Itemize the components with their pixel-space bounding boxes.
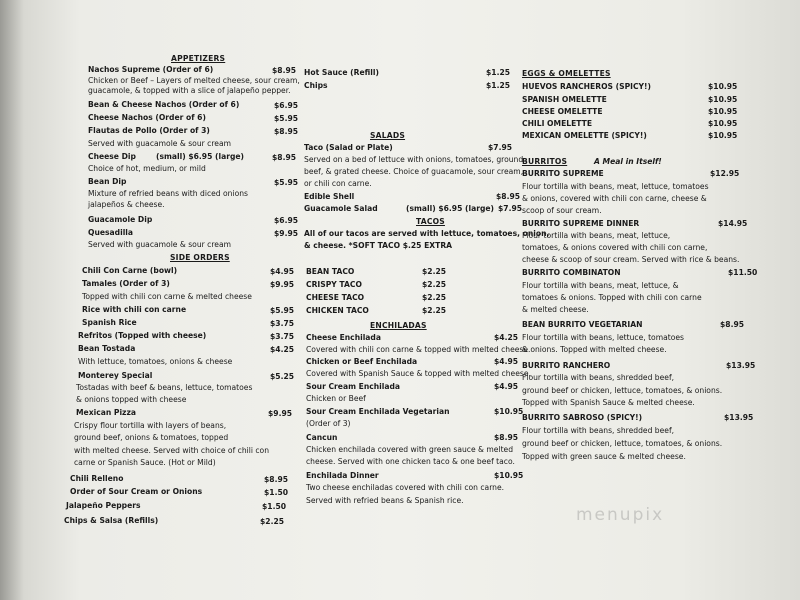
egg-name: CHEESE OMELETTE xyxy=(522,107,603,116)
tacos-heading: TACOS xyxy=(416,217,445,226)
item-price: $9.95 xyxy=(274,229,299,238)
item-desc: Covered with Spanish Sauce & topped with melted cheese. xyxy=(306,369,531,378)
item-price: $8.95 xyxy=(720,320,745,329)
item-name: Sour Cream Enchilada Vegetarian xyxy=(306,407,450,416)
item-name: BEAN BURRITO VEGETARIAN xyxy=(522,320,643,329)
item-desc: Two cheese enchiladas covered with chili con carne. xyxy=(306,483,505,492)
item-desc: (Order of 3) xyxy=(306,419,351,428)
item-desc: ground beef or chicken, lettuce, tomatoes, & onions. xyxy=(522,439,723,448)
eggs-heading: EGGS & OMELETTES xyxy=(522,69,611,78)
side-orders-heading: SIDE ORDERS xyxy=(170,253,230,262)
egg-name: HUEVOS RANCHEROS (SPICY!) xyxy=(522,82,651,91)
item-price: $8.95 xyxy=(496,192,521,201)
item-name: Order of Sour Cream or Onions xyxy=(70,487,203,496)
item-name: Mexican Pizza xyxy=(76,408,137,417)
item-desc: Topped with chili con carne & melted cheese xyxy=(82,292,252,301)
item-name: Monterey Special xyxy=(78,371,153,380)
egg-price: $10.95 xyxy=(708,95,738,104)
item-name: Sour Cream Enchilada xyxy=(306,382,401,391)
item-desc: & onions, covered with chili con carne, cheese & xyxy=(522,194,707,203)
item-price: $5.25 xyxy=(270,372,295,381)
taco-name: CRISPY TACO xyxy=(306,280,362,289)
item-desc: Flour tortilla with beans, shredded beef, xyxy=(522,426,675,435)
item-price: $9.95 xyxy=(268,409,293,418)
item-name: Cheese Nachos (Order of 6) xyxy=(88,113,206,122)
item-desc: ground beef, onions & tomatoes, topped xyxy=(74,433,229,442)
item-name: Bean Dip xyxy=(88,177,127,186)
item-desc: Mixture of refried beans with diced onions xyxy=(88,189,249,198)
item-name: Enchilada Dinner xyxy=(306,471,379,480)
item-desc: & onions. Topped with melted cheese. xyxy=(522,345,667,354)
item-name: BURRITO COMBINATON xyxy=(522,268,621,277)
item-desc: cheese. Served with one chicken taco & one beef taco. xyxy=(306,457,515,466)
item-name: Cheese Dip xyxy=(88,152,136,161)
item-desc: Flour tortilla with beans, meat, lettuce, & xyxy=(522,281,679,290)
item-desc: or chili con carne. xyxy=(304,179,372,188)
item-desc: With lettuce, tomatoes, onions & cheese xyxy=(78,357,233,366)
item-name: BURRITO SUPREME DINNER xyxy=(522,219,640,228)
item-desc: & melted cheese. xyxy=(522,305,589,314)
enchiladas-heading: ENCHILADAS xyxy=(370,321,427,330)
item-desc: Chicken or Beef – Layers of melted cheese, sour cream, xyxy=(88,76,300,85)
item-price: $10.95 xyxy=(494,471,524,480)
egg-price: $10.95 xyxy=(708,131,738,140)
item-desc: Flour tortilla with beans, meat, lettuce, tomatoes xyxy=(522,182,709,191)
item-desc: Tostadas with beef & beans, lettuce, tomatoes xyxy=(76,383,253,392)
item-price: $4.25 xyxy=(494,333,519,342)
item-price: $8.95 xyxy=(274,127,299,136)
item-desc: cheese & scoop of sour cream. Served with rice & beans. xyxy=(522,255,740,264)
tacos-note: All of our tacos are served with lettuce, tomatoes, onion, xyxy=(304,229,550,238)
item-name: BURRITO SUPREME xyxy=(522,169,604,178)
item-price: $4.95 xyxy=(270,267,295,276)
item-size-price: (small) $6.95 (large) xyxy=(406,204,495,213)
item-name: Quesadilla xyxy=(88,228,134,237)
item-desc: Served with refried beans & Spanish rice. xyxy=(306,496,464,505)
item-price: $9.95 xyxy=(270,280,295,289)
item-name: Chili Relleno xyxy=(70,474,124,483)
item-price: $8.95 xyxy=(272,66,297,75)
item-desc: Topped with Spanish Sauce & melted cheese. xyxy=(522,398,695,407)
item-name: Bean Tostada xyxy=(78,344,136,353)
taco-name: BEAN TACO xyxy=(306,267,355,276)
item-price: $8.95 xyxy=(272,153,297,162)
item-desc: with melted cheese. Served with choice of chili con xyxy=(74,446,270,455)
egg-price: $10.95 xyxy=(708,107,738,116)
item-desc: beef, & grated cheese. Choice of guacamole, sour cream, xyxy=(304,167,524,176)
item-name: Chips & Salsa (Refills) xyxy=(64,516,159,525)
item-desc: ground beef or chicken, lettuce, tomatoes, & onions. xyxy=(522,386,723,395)
item-name: Chicken or Beef Enchilada xyxy=(306,357,418,366)
item-name: Bean & Cheese Nachos (Order of 6) xyxy=(88,100,240,109)
item-name: Cheese Enchilada xyxy=(306,333,381,342)
item-price: $2.25 xyxy=(260,517,285,526)
item-name: Taco (Salad or Plate) xyxy=(304,143,393,152)
item-price: $6.95 xyxy=(274,216,299,225)
item-price: $12.95 xyxy=(710,169,740,178)
taco-price: $2.25 xyxy=(422,306,447,315)
item-price: $4.95 xyxy=(494,382,519,391)
item-desc: Served with guacamole & sour cream xyxy=(88,240,232,249)
item-size-price: (small) $6.95 (large) xyxy=(156,152,245,161)
item-desc: Flour tortilla with beans, lettuce, tomatoes xyxy=(522,333,685,342)
appetizers-heading: APPETIZERS xyxy=(171,54,226,63)
item-price: $7.95 xyxy=(498,204,523,213)
item-name: Chips xyxy=(304,81,328,90)
item-desc: Flour tortilla with beans, shredded beef, xyxy=(522,373,675,382)
menu-page xyxy=(8,0,800,600)
item-desc: tomatoes, & onions covered with chili con carne, xyxy=(522,243,708,252)
egg-price: $10.95 xyxy=(708,119,738,128)
item-price: $4.25 xyxy=(270,345,295,354)
item-name: Nachos Supreme (Order of 6) xyxy=(88,65,214,74)
item-desc: Served with guacamole & sour cream xyxy=(88,139,232,148)
item-desc: guacamole, & topped with a slice of jalapeño pepper. xyxy=(88,86,291,95)
item-name: Chili Con Carne (bowl) xyxy=(82,266,178,275)
egg-name: MEXICAN OMELETTE (SPICY!) xyxy=(522,131,647,140)
item-desc: Chicken or Beef xyxy=(306,394,366,403)
item-name: BURRITO SABROSO (SPICY!) xyxy=(522,413,643,422)
egg-name: CHILI OMELETTE xyxy=(522,119,593,128)
item-name: Cancun xyxy=(306,433,338,442)
item-price: $1.25 xyxy=(486,68,511,77)
item-price: $13.95 xyxy=(724,413,754,422)
item-price: $5.95 xyxy=(274,114,299,123)
item-name: Hot Sauce (Refill) xyxy=(304,68,379,77)
item-price: $5.95 xyxy=(270,306,295,315)
item-desc: carne or Spanish Sauce. (Hot or Mild) xyxy=(74,458,216,467)
item-price: $10.95 xyxy=(494,407,524,416)
item-name: Rice with chili con carne xyxy=(82,305,187,314)
item-price: $4.95 xyxy=(494,357,519,366)
item-desc: scoop of sour cream. xyxy=(522,206,602,215)
item-name: Flautas de Pollo (Order of 3) xyxy=(88,126,210,135)
item-desc: Served on a bed of lettuce with onions, tomatoes, ground xyxy=(304,155,524,164)
item-price: $1.50 xyxy=(262,502,287,511)
egg-name: SPANISH OMELETTE xyxy=(522,95,607,104)
item-name: BURRITO RANCHERO xyxy=(522,361,611,370)
item-desc: Topped with green sauce & melted cheese. xyxy=(522,452,686,461)
watermark-logo: menupix xyxy=(576,505,665,525)
taco-name: CHEESE TACO xyxy=(306,293,365,302)
item-price: $13.95 xyxy=(726,361,756,370)
taco-price: $2.25 xyxy=(422,293,447,302)
item-price: $6.95 xyxy=(274,101,299,110)
item-name: Edible Shell xyxy=(304,192,355,201)
item-price: $7.95 xyxy=(488,143,513,152)
item-desc: tomatoes & onions. Topped with chili con carne xyxy=(522,293,702,302)
taco-name: CHICKEN TACO xyxy=(306,306,369,315)
taco-price: $2.25 xyxy=(422,267,447,276)
item-desc: Flour tortilla with beans, meat, lettuce, xyxy=(522,231,671,240)
salads-heading: SALADS xyxy=(370,131,406,140)
item-price: $1.25 xyxy=(486,81,511,90)
item-name: Tamales (Order of 3) xyxy=(82,279,170,288)
item-desc: Crispy flour tortilla with layers of beans, xyxy=(74,421,227,430)
item-price: $14.95 xyxy=(718,219,748,228)
tacos-note: & cheese. *SOFT TACO $.25 EXTRA xyxy=(304,241,453,250)
item-price: $1.50 xyxy=(264,488,289,497)
item-name: Guacamole Dip xyxy=(88,215,153,224)
item-name: Refritos (Topped with cheese) xyxy=(78,331,207,340)
item-desc: Choice of hot, medium, or mild xyxy=(88,164,206,173)
burritos-tagline: A Meal in Itself! xyxy=(594,157,662,166)
egg-price: $10.95 xyxy=(708,82,738,91)
item-price: $5.95 xyxy=(274,178,299,187)
item-price: $3.75 xyxy=(270,319,295,328)
item-price: $3.75 xyxy=(270,332,295,341)
item-desc: & onions topped with cheese xyxy=(76,395,187,404)
taco-price: $2.25 xyxy=(422,280,447,289)
item-name: Guacamole Salad xyxy=(304,204,378,213)
item-price: $8.95 xyxy=(494,433,519,442)
item-price: $8.95 xyxy=(264,475,289,484)
item-desc: jalapeños & cheese. xyxy=(88,200,165,209)
burritos-heading: BURRITOS xyxy=(522,157,568,166)
item-desc: Covered with chili con carne & topped with melted cheese. xyxy=(306,345,531,354)
item-name: Spanish Rice xyxy=(82,318,137,327)
item-desc: Chicken enchilada covered with green sauce & melted xyxy=(306,445,514,454)
item-name: Jalapeño Peppers xyxy=(66,501,141,510)
item-price: $11.50 xyxy=(728,268,758,277)
